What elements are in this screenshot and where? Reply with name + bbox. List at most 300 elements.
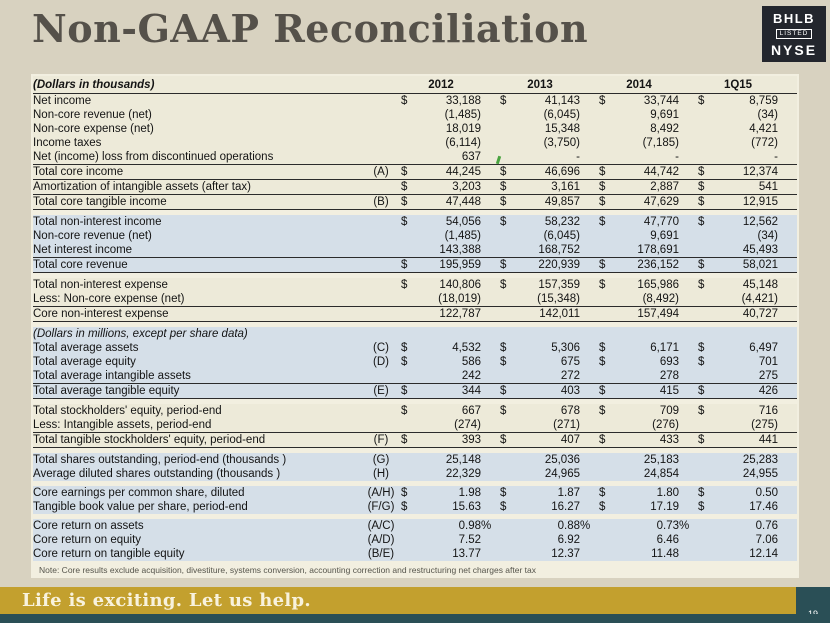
dollar-sign (599, 327, 617, 341)
dollar-sign (698, 229, 716, 243)
dollar-sign: $ (698, 165, 716, 180)
percent-sign (580, 165, 599, 180)
dollar-sign: $ (599, 433, 617, 448)
value-cell (419, 327, 481, 341)
table-row (33, 341, 797, 355)
percent-sign (679, 404, 698, 418)
header-pct-spacer (778, 76, 797, 94)
dollar-sign (401, 533, 419, 547)
dollar-sign (599, 467, 617, 481)
percent-sign (679, 243, 698, 258)
percent-sign (481, 94, 500, 108)
dollar-sign (698, 547, 716, 561)
row-ref: (A/D) (367, 534, 395, 546)
row-label: Non-core revenue (net) (33, 230, 152, 242)
dollar-sign: $ (698, 216, 705, 228)
row-ref: (F) (361, 433, 401, 448)
percent-sign: % (679, 520, 690, 532)
value-cell: 716 (758, 405, 778, 417)
dollar-sign (599, 243, 617, 258)
percent-sign (679, 486, 698, 500)
row-label: Core earnings per common share, diluted (33, 487, 245, 499)
percent-sign (580, 307, 599, 322)
value-cell: 17.19 (650, 501, 679, 513)
dollar-sign (599, 418, 617, 433)
dollar-sign (401, 467, 419, 481)
table-row (33, 453, 797, 467)
percent-sign (580, 355, 599, 369)
percent-sign (481, 384, 500, 399)
table-row (33, 547, 797, 561)
percent-sign (580, 418, 599, 433)
value-cell: (18,019) (438, 293, 481, 305)
dollar-sign: $ (599, 95, 606, 107)
header-pct-spacer (679, 76, 698, 94)
row-ref: (A/H) (367, 487, 395, 499)
percent-sign (580, 467, 599, 481)
percent-sign (481, 500, 500, 514)
value-cell: 678 (560, 405, 580, 417)
percent-sign (481, 258, 500, 273)
row-label: Core return on assets (33, 520, 144, 532)
row-ref: (C) (373, 342, 389, 354)
dollar-sign (401, 292, 419, 307)
dollar-sign: $ (401, 356, 408, 368)
value-cell: 9,691 (650, 230, 679, 242)
dollar-sign: $ (500, 279, 507, 291)
dollar-sign: $ (698, 501, 705, 513)
value-cell: 8,492 (650, 123, 679, 135)
percent-sign (481, 369, 500, 384)
percent-sign (580, 195, 599, 210)
dollar-sign (401, 453, 419, 467)
table-row (33, 180, 797, 195)
dollar-sign (500, 136, 518, 150)
year-column-header: 1Q15 (698, 76, 778, 94)
percent-sign (778, 327, 797, 341)
table-row (33, 355, 797, 369)
percent-sign (679, 195, 698, 210)
percent-sign (580, 433, 599, 448)
value-cell: (4,421) (741, 293, 778, 305)
dollar-sign (500, 418, 518, 433)
value-cell: 2,887 (650, 181, 679, 193)
dollar-sign: $ (401, 195, 419, 210)
value-cell: (15,348) (537, 293, 580, 305)
percent-sign (679, 533, 698, 547)
percent-sign (580, 341, 599, 355)
value-cell: 1.80 (656, 487, 679, 499)
value-cell: 45,148 (742, 279, 778, 291)
value-cell: 6.46 (656, 534, 679, 546)
dollar-sign: $ (401, 405, 408, 417)
row-label: Average diluted shares outstanding (thousands ) (33, 468, 281, 480)
value-cell: 44,742 (617, 165, 679, 180)
dollar-sign: $ (599, 405, 606, 417)
dollar-sign (500, 307, 518, 322)
value-cell: 142,011 (518, 307, 580, 322)
percent-sign (778, 519, 797, 533)
percent-sign (679, 292, 698, 307)
value-cell: 7.52 (458, 534, 481, 546)
value-cell: 0.73 (656, 520, 679, 532)
dollar-sign: $ (599, 165, 617, 180)
value-cell: - (576, 151, 580, 163)
percent-sign (778, 500, 797, 514)
dollar-sign: $ (500, 95, 507, 107)
value-cell: 165,986 (637, 279, 679, 291)
percent-sign (679, 341, 698, 355)
table-section (33, 486, 797, 514)
dollar-sign (698, 418, 716, 433)
value-cell: 25,036 (544, 454, 580, 466)
value-cell: 11.48 (651, 548, 679, 560)
percent-sign (481, 418, 500, 433)
percent-sign (679, 500, 698, 514)
dollar-sign (698, 122, 716, 136)
table-caption: (Dollars in thousands) (33, 76, 361, 94)
dollar-sign (500, 108, 518, 122)
percent-sign (580, 500, 599, 514)
row-ref: (E) (361, 384, 401, 399)
year-column-header: 2013 (500, 76, 580, 94)
percent-sign (778, 243, 797, 258)
table-row (33, 467, 797, 481)
dollar-sign (698, 369, 716, 384)
dollar-sign (401, 307, 419, 322)
value-cell: (274) (454, 419, 481, 431)
row-label: Non-core expense (net) (33, 123, 154, 135)
dollar-sign (401, 122, 419, 136)
dollar-sign: $ (698, 181, 705, 193)
value-cell: 344 (419, 384, 481, 399)
dollar-sign: $ (698, 487, 705, 499)
percent-sign (679, 369, 698, 384)
dollar-sign: $ (401, 433, 419, 448)
row-label: Total average assets (33, 342, 139, 354)
value-cell: 13.77 (452, 548, 481, 560)
dollar-sign (401, 136, 419, 150)
dollar-sign (599, 547, 617, 561)
value-cell: 47,448 (419, 195, 481, 210)
value-cell: 46,696 (518, 165, 580, 180)
dollar-sign (500, 519, 518, 533)
percent-sign (580, 327, 599, 341)
row-ref (361, 258, 401, 273)
value-cell: 58,232 (544, 216, 580, 228)
value-cell: 3,203 (452, 181, 481, 193)
percent-sign (778, 341, 797, 355)
percent-sign (679, 433, 698, 448)
percent-sign (481, 327, 500, 341)
value-cell: (7,185) (642, 137, 679, 149)
table-row (33, 122, 797, 136)
value-cell: 12,374 (716, 165, 778, 180)
value-cell: (772) (751, 137, 778, 149)
dollar-sign: $ (698, 356, 705, 368)
percent-sign (778, 165, 797, 180)
row-label: Total non-interest income (33, 216, 162, 228)
row-ref: (B) (361, 195, 401, 210)
row-ref: (B/E) (367, 548, 395, 560)
dollar-sign (698, 108, 716, 122)
value-cell: 24,955 (742, 468, 778, 480)
dollar-sign: $ (500, 487, 507, 499)
value-cell: (271) (553, 419, 580, 431)
value-cell: 24,854 (643, 468, 679, 480)
table-row (33, 108, 797, 122)
percent-sign (778, 180, 797, 195)
table-row (33, 165, 797, 180)
row-label: Core return on equity (33, 534, 142, 546)
row-ref (361, 94, 401, 108)
dollar-sign: $ (401, 342, 408, 354)
table-row (33, 215, 797, 229)
percent-sign (679, 136, 698, 150)
value-cell: 6,171 (650, 342, 679, 354)
percent-sign (580, 384, 599, 399)
dollar-sign (500, 467, 518, 481)
row-label: Total shares outstanding, period-end (thousands ) (33, 454, 287, 466)
percent-sign (679, 165, 698, 180)
dollar-sign (599, 108, 617, 122)
percent-sign (580, 278, 599, 292)
percent-sign (580, 404, 599, 418)
value-cell: (275) (751, 419, 778, 431)
table-header-row (33, 76, 797, 94)
dollar-sign: $ (401, 258, 419, 273)
value-cell: 441 (716, 433, 778, 448)
dollar-sign (599, 136, 617, 150)
percent-sign (481, 229, 500, 243)
percent-sign (481, 215, 500, 229)
percent-sign (679, 327, 698, 341)
table-row (33, 486, 797, 500)
dollar-sign (500, 327, 518, 341)
row-ref (361, 180, 401, 195)
percent-sign (778, 369, 797, 384)
dollar-sign: $ (698, 433, 716, 448)
value-cell: 22,329 (445, 468, 481, 480)
percent-sign (778, 122, 797, 136)
percent-sign (679, 384, 698, 399)
percent-sign (778, 150, 797, 165)
dollar-sign: $ (500, 501, 507, 513)
percent-sign (580, 122, 599, 136)
dollar-sign (599, 533, 617, 547)
percent-sign (481, 278, 500, 292)
dollar-sign (599, 369, 617, 384)
dollar-sign: $ (698, 258, 716, 273)
value-cell: 33,188 (445, 95, 481, 107)
dollar-sign (698, 307, 716, 322)
percent-sign (679, 150, 698, 165)
percent-sign (481, 136, 500, 150)
row-ref: (A) (361, 165, 401, 180)
dollar-sign: $ (698, 384, 716, 399)
row-ref (361, 215, 401, 229)
value-cell: 15.63 (452, 501, 481, 513)
value-cell: 143,388 (439, 244, 481, 256)
value-cell: 272 (560, 370, 580, 382)
header-pct-spacer (580, 76, 599, 94)
percent-sign (679, 258, 698, 273)
percent-sign (778, 307, 797, 322)
table-row (33, 94, 797, 108)
value-cell: 9,691 (650, 109, 679, 121)
value-cell: (276) (652, 419, 679, 431)
percent-sign (580, 369, 599, 384)
value-cell: 415 (617, 384, 679, 399)
table-section (33, 278, 797, 322)
percent-sign (580, 136, 599, 150)
percent-sign (679, 229, 698, 243)
table-row (33, 404, 797, 418)
dollar-sign: $ (698, 195, 716, 210)
value-cell (617, 327, 679, 341)
row-label: Total core revenue (33, 258, 361, 273)
dollar-sign (500, 243, 518, 258)
percent-sign (778, 433, 797, 448)
dollar-sign (599, 519, 617, 533)
percent-sign (580, 180, 599, 195)
percent-sign (778, 533, 797, 547)
value-cell: - (675, 151, 679, 163)
dollar-sign (698, 453, 716, 467)
dollar-sign (698, 467, 716, 481)
dollar-sign (401, 229, 419, 243)
value-cell: 220,939 (518, 258, 580, 273)
footer-tagline: Life is exciting. Let us help. (22, 590, 311, 611)
footer (0, 587, 830, 623)
percent-sign (481, 533, 500, 547)
value-cell: 54,056 (445, 216, 481, 228)
value-cell: 701 (758, 356, 778, 368)
value-cell: 24,965 (544, 468, 580, 480)
value-cell: 47,770 (643, 216, 679, 228)
percent-sign (679, 122, 698, 136)
dollar-sign: $ (599, 384, 617, 399)
table-row (33, 369, 797, 384)
value-cell: 16.27 (551, 501, 580, 513)
value-cell: 18,019 (445, 123, 481, 135)
value-cell: 8,759 (749, 95, 778, 107)
row-label: Net income (33, 95, 92, 107)
percent-sign (580, 533, 599, 547)
dollar-sign (401, 327, 419, 341)
dollar-sign: $ (698, 279, 705, 291)
percent-sign (778, 292, 797, 307)
value-cell: (6,045) (543, 230, 580, 242)
percent-sign (778, 258, 797, 273)
dollar-sign (500, 453, 518, 467)
value-cell: 426 (716, 384, 778, 399)
value-cell (716, 327, 778, 341)
row-ref (361, 418, 401, 433)
year-column-header: 2012 (401, 76, 481, 94)
value-cell: 15,348 (544, 123, 580, 135)
table-row (33, 258, 797, 273)
dollar-sign: $ (401, 165, 419, 180)
row-label: Total tangible stockholders' equity, period-end (33, 433, 361, 448)
percent-sign (481, 243, 500, 258)
value-cell: 25,183 (643, 454, 679, 466)
row-ref (361, 404, 401, 418)
dollar-sign: $ (401, 95, 408, 107)
value-cell: 168,752 (538, 244, 580, 256)
percent-sign (679, 94, 698, 108)
percent-sign (778, 278, 797, 292)
value-cell: 44,245 (419, 165, 481, 180)
value-cell: 1.98 (458, 487, 481, 499)
value-cell: 41,143 (544, 95, 580, 107)
value-cell: 12.14 (749, 548, 778, 560)
row-ref (361, 136, 401, 150)
percent-sign (580, 243, 599, 258)
row-label: Total average equity (33, 356, 136, 368)
row-ref (361, 292, 401, 307)
dollar-sign: $ (599, 195, 617, 210)
percent-sign (580, 292, 599, 307)
dollar-sign: $ (500, 405, 507, 417)
value-cell: 6.92 (557, 534, 580, 546)
header-pct-spacer (481, 76, 500, 94)
footer-teal-strip (0, 614, 830, 623)
percent-sign (778, 547, 797, 561)
value-cell: 5,306 (551, 342, 580, 354)
table-row (33, 292, 797, 307)
percent-sign: % (481, 520, 492, 532)
value-cell: 586 (461, 356, 481, 368)
percent-sign (580, 547, 599, 561)
percent-sign (481, 453, 500, 467)
row-label: Total stockholders' equity, period-end (33, 405, 222, 417)
percent-sign (481, 165, 500, 180)
table-section (33, 94, 797, 210)
row-label: Total average tangible equity (33, 384, 361, 399)
value-cell: 407 (518, 433, 580, 448)
row-label: Core return on tangible equity (33, 548, 185, 560)
dollar-sign (401, 108, 419, 122)
dollar-sign: $ (500, 195, 518, 210)
logo-listed-badge: LISTED (776, 29, 813, 39)
dollar-sign (599, 307, 617, 322)
dollar-sign (401, 369, 419, 384)
dollar-sign: $ (599, 487, 606, 499)
table-row (33, 384, 797, 399)
dollar-sign (500, 369, 518, 384)
row-ref (361, 150, 401, 165)
dollar-sign: $ (698, 405, 705, 417)
table-row (33, 136, 797, 150)
table-row (33, 418, 797, 433)
table-row (33, 307, 797, 322)
row-ref (361, 278, 401, 292)
logo-exchange-nyse: NYSE (770, 41, 818, 58)
value-cell: 7.06 (755, 534, 778, 546)
percent-sign (481, 122, 500, 136)
dollar-sign (500, 547, 518, 561)
row-label: Amortization of intangible assets (after tax) (33, 181, 251, 193)
percent-sign (778, 355, 797, 369)
value-cell: 0.50 (755, 487, 778, 499)
percent-sign (481, 292, 500, 307)
row-ref (361, 229, 401, 243)
percent-sign (778, 215, 797, 229)
table-row (33, 327, 797, 341)
percent-sign (481, 355, 500, 369)
percent-sign (580, 94, 599, 108)
